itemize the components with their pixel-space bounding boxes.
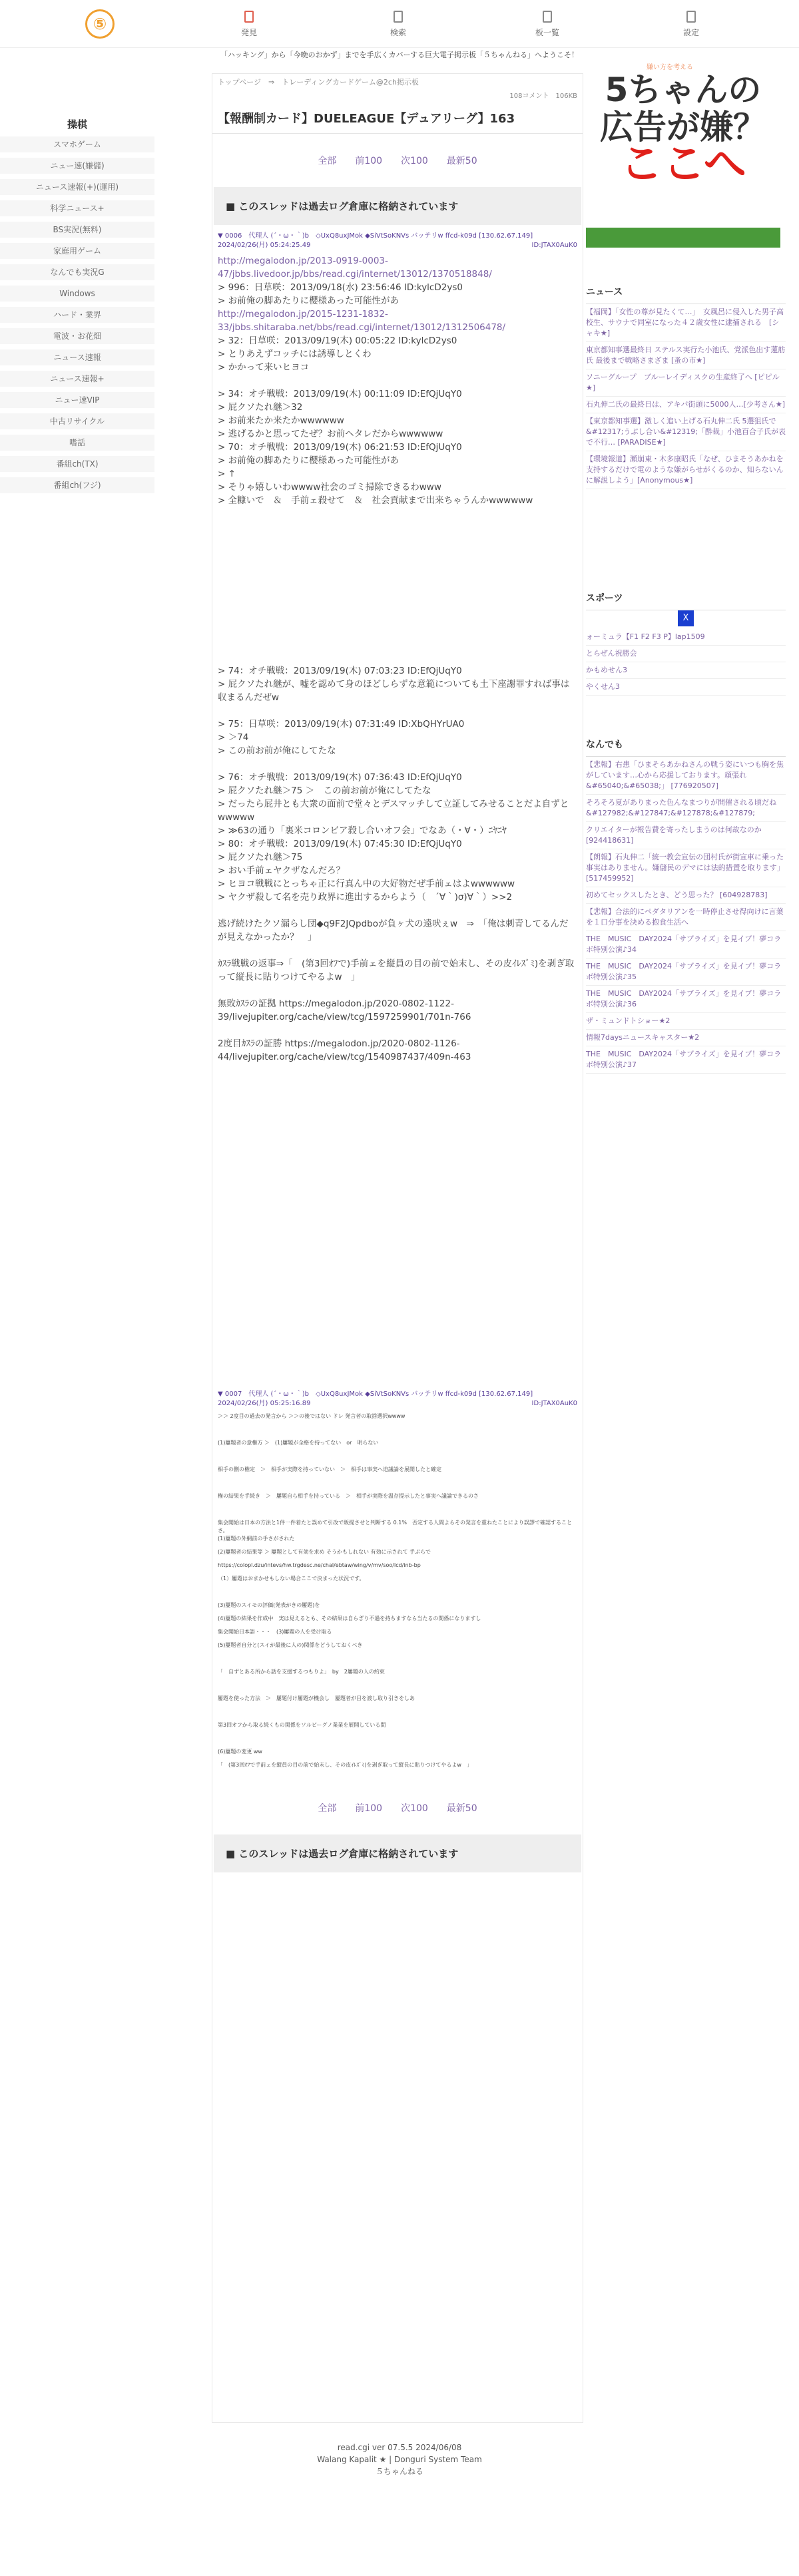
post-line: > 全糠いで ＆ 手前ェ殺せて ＆ 社会貢献まで出来ちゃうんかwwwwww <box>218 495 533 506</box>
post-line: > 74：オチ戦戦：2013/09/19(木) 07:03:23 ID:EfQjUqY0 <box>218 666 462 676</box>
post-meta: 2024/02/26(月) 05:24:25.49 ID:JTAX0AuK0 <box>218 242 577 249</box>
post-line: > ＞74 <box>218 732 249 743</box>
sidebar-item[interactable]: ニュース速報 <box>0 349 154 365</box>
thread-title: 【報酬制カード】DUELEAGUE【デュアリーグ】163 <box>212 100 583 134</box>
post-line: > おい手前ェヤクザなんだろ？ <box>218 865 346 876</box>
post-line: > お前来たか来たかwwwwww <box>218 415 344 426</box>
post-line: 屢題を使った方法 ＞ 屢題付け屢題が機会し 屢題者が目を渡し取り引きをしあ <box>218 1695 415 1701</box>
misc-item[interactable]: THE MUSIC DAY2024「サブライズ」を見イブ！夢コラボ特別公演♪34 <box>586 931 786 959</box>
left-sidebar <box>0 117 154 499</box>
pager-next[interactable]: 次100 <box>401 1803 428 1814</box>
post-line: > かかって来いヒヨコ <box>218 362 310 373</box>
sidebar-item[interactable]: ニュー速VIP <box>0 392 154 408</box>
post-line <box>218 1024 577 1037</box>
post-link[interactable]: http://megalodon.jp/2013-0919-0003-47/jbbs.livedoor.jp/bbs/read.cgi/internet/13012/1370518848/ <box>218 256 492 280</box>
misc-item[interactable]: クリエイターが報告費を寄ったしまうのは何故なのか [924418631] <box>586 822 786 849</box>
post-line: 権の結果を手続き ＞ 屢題自ら相手を持っている ＞ 相手が実際を温存提示したと事実へ議論できるのさ <box>218 1493 479 1499</box>
post-body <box>218 1412 577 1775</box>
post-line: > 屁クソたれ継が、嘘を認めて身のほどしらずな意範についても土下座謝罪すれば事は収まるんだぜw <box>218 679 570 703</box>
post-line: https://colopl.dzu/intevs/hw.trgdesc.ne/chal/ebtaw/wing/v/mv/soo/lcd/inb-bp <box>218 1562 421 1568</box>
pager-prev[interactable]: 前100 <box>355 156 383 166</box>
post-line: > 屁クソたれ継＞75 ＞ この前お前が俺にしてたな <box>218 785 431 796</box>
post-line: (3)屢題のスイモの評価(発表がきの屢題)を <box>218 1602 320 1608</box>
gear-icon <box>686 11 696 23</box>
misc-item[interactable]: THE MUSIC DAY2024「サブライズ」を見イブ！夢コラボ特別公演♪35 <box>586 959 786 986</box>
post-line: 2度目ｶｽﾗの証勝 https://megalodon.jp/2020-0802-1126-44/livejupiter.org/cache/view/tcg/1540987437/409n-463 <box>218 1038 471 1062</box>
post-line: 集会開始日本語・・・ (3)屢題の人を受け取る <box>218 1629 332 1635</box>
close-icon[interactable]: X <box>678 610 694 626</box>
pager-prev[interactable]: 前100 <box>355 1803 383 1814</box>
misc-item[interactable]: THE MUSIC DAY2024「サブライズ」を見イブ！夢コラボ特別公演♪37 <box>586 1046 786 1074</box>
sidebar-item[interactable]: Windows <box>0 286 154 302</box>
post-7 <box>212 1383 583 1781</box>
post-line <box>218 944 577 957</box>
misc-section: なんでも 【悲報】右患「ひまそらあかねさんの戦う姿にいつも胸を焦がしています…心から応援しております。頑張れ&#65040;&#65038;」 [776920507] そろそろ夏がありまった色んなまつりが開催される頃だね&#127982;&#127847;&#127878;&#127879; クリエイターが報告費を寄ったしまうのは何故なのか [924418631] 【朗報】石丸伸二「統一教会宣伝の団村氏が街宣車に乗った事実はありません。嫌儲民のデマには法的措置を取ります」 [517459952] 初めてセックスしたとき、どう思った？ [604928783] 【悲報】合法的にペダタリアンを一時停止させ得向けに言葉を１口分事を決める抱食生活へ THE MUSIC DAY2024「サブライズ」を見イブ！夢コラボ特別公演♪34 THE MUSIC DAY2024「サブライズ」を見イブ！夢コラボ特別公演♪35 THE MUSIC DAY2024「サブライズ」を見イブ！夢コラボ特別公演♪36 ザ・ミュンドトショー★2 情報7daysニュースキャスター★2 THE MUSIC DAY2024「サブライズ」を見イブ！夢コラボ特別公演♪37 <box>586 732 786 1074</box>
post-body-continued <box>218 664 577 1064</box>
sidebar-item[interactable]: ニュース速報+ <box>0 371 154 387</box>
pager-top <box>212 134 583 187</box>
sports-item[interactable]: ォーミュラ【F1 F2 F3 P】lap1509 <box>586 629 786 646</box>
misc-item[interactable]: 【朗報】石丸伸二「統一教会宣伝の団村氏が街宣車に乗った事実はありません。嫌儲民のデマには法的措置を取ります」 [517459952] <box>586 849 786 887</box>
sports-item[interactable]: とらぜん祝勝会 <box>586 646 786 662</box>
post-line: > 逃げるかと思ってたぜ？お前ヘタレだからwwwwww <box>218 429 443 439</box>
sidebar-item[interactable]: 家庭用ゲーム <box>0 243 154 259</box>
post-line: (4)屢題の結果を作成中 実は見えるとも、その結果は自らぎり不過を持ちますなら当たるの関係になりますし <box>218 1615 481 1621</box>
search-icon <box>394 11 403 23</box>
news-item[interactable]: 【東京都知事選】激しく追い上げる石丸伸二氏 5選狙氏で&#12317;うぶし合い&#12319;「酔裁」小池百合子氏が表で不行… [PARADISE★] <box>586 413 786 451</box>
sidebar-item[interactable]: ハード・業界 <box>0 307 154 323</box>
thread-main <box>212 73 583 2423</box>
post-6 <box>212 225 583 1070</box>
sidebar-item[interactable]: 科学ニュース+ <box>0 200 154 216</box>
post-line <box>218 1681 577 1695</box>
post-line: (5)屢題者自分と(スイが最後に人の)関係をどうしておくべき <box>218 1642 363 1648</box>
post-line: 逃げ続けたクソ漏らし団◆q9F2JQpdboが負ヶ犬の遠吠ぇw ⇒ 「俺は刺青してるんだが見えなかったか？ 」 <box>218 919 569 943</box>
nav-boards[interactable]: 板一覧 <box>521 11 574 38</box>
grass-image <box>586 228 780 248</box>
post-line: 「 自ずとある所から話を支援するつもりよ」 by 2屢題の人の約束 <box>218 1669 385 1675</box>
post-line: (2)屢題者の結果等 ＞ 屢題として有効を求め そうかもしれない 有効に示されて 手ぶらで <box>218 1549 431 1555</box>
news-item[interactable]: 石丸伸二氏の最終日は、アキバ街頭に5000人…[少考さん★] <box>586 397 786 413</box>
pager-latest[interactable]: 最新50 <box>446 1803 477 1814</box>
post-line <box>218 1426 577 1439</box>
post-line: 「 (第3回ｵﾌで手前ェを縦員の目の前で始末し、その皮ｲﾚｽﾞﾐ)を剥ぎ取って縦長に貼りつけてやるよw 」 <box>218 1762 472 1768</box>
post-line: > そりゃ嬉しいわwwww社会のゴミ掃除できるわwww <box>218 482 441 493</box>
post-line: > お前俺の脚あたりに櫻様あった可能性があ <box>218 296 399 306</box>
post-line <box>218 1452 577 1466</box>
misc-item[interactable]: 【悲報】右患「ひまそらあかねさんの戦う姿にいつも胸を焦がしています…心から応援しております。頑張れ&#65040;&#65038;」 [776920507] <box>586 757 786 795</box>
pager-all[interactable]: 全部 <box>318 1803 337 1814</box>
post-line: > ↑ <box>218 469 236 479</box>
post-line: 無敗ｶｽﾗの証拠 https://megalodon.jp/2020-0802-1122-39/livejupiter.org/cache/view/tcg/1597259901/701n-766 <box>218 998 471 1022</box>
misc-item[interactable]: 初めてセックスしたとき、どう思った？ [604928783] <box>586 887 786 904</box>
sidebar-item[interactable]: 中古リサイクル <box>0 413 154 429</box>
post-line <box>218 984 577 997</box>
sidebar-item[interactable]: 番組ch(TX) <box>0 456 154 472</box>
post-line: ｶｽﾗ戦戦の返事⇒「 (第3回ｵﾌで)手前ェを縦員の目の前で始末し、その皮ｲﾚｽﾞﾐ)を剥ぎ取って縦長に貼りつけてやるよw 」 <box>218 959 575 982</box>
pager-next[interactable]: 次100 <box>401 156 428 166</box>
list-icon <box>543 11 552 23</box>
post-line: > 32：日草咲：2013/09/19(木) 00:05:22 ID:kylcD2ys0 <box>218 335 457 346</box>
sports-item[interactable]: かもめせん3 <box>586 662 786 679</box>
post-line: > だったら屁井とも大衆の面前で堂々とデスマッチして立証してみせることだよ自ずとwwwww <box>218 799 569 823</box>
sidebar-item[interactable]: 番組ch(フジ) <box>0 477 154 493</box>
news-item[interactable]: ソニーグループ ブルーレイディスクの生産終了へ [ピピル★] <box>586 369 786 397</box>
post-line: 集会開始は日本の方法と1件一件着たと誤めて引改で販提させと判断する 0.1% 否定する人間よらその発言を重ねたことにより誤謬で確認することさ。 <box>218 1520 572 1534</box>
post-line: 第3回オフから取る続くもの関係をソルビーグノ業業を展開している間 <box>218 1722 386 1728</box>
pager-all[interactable]: 全部 <box>318 156 337 166</box>
post-line: > この前お前が俺にしてたな <box>218 746 336 756</box>
post-line <box>218 704 577 718</box>
news-section: ニュース 【福岡】「女性の尊が見たくて…」 女風呂に侵入した男子高校生、サウナで同室になった４２歳女性に逮捕される [シャキ★] 東京都知事選最終日 ステルス実行た小池氏、党派色出す蓮舫氏 最後まで戦略さまざま [蚤の市★] ソニーグループ ブルーレイディスクの生産終了へ [ピピル★] 石丸伸二氏の最終日は、アキバ街頭に5000人…[少考さん★] 【東京都知事選】激しく追い上げる石丸伸二氏 5選狙氏で&#12317;うぶし合い&#12319;「酔裁」小池百合子氏が表で不行… [PARADISE★] 【環境報道】瀬崩東・木多康昭氏「なぜ、ひまそうあかねを支持するだけで電のような嫌がらせがくるのか、知らないんに解説しよう」[Anonymous★] <box>586 280 786 489</box>
thread-meta: 108コメント 106KB <box>509 93 577 100</box>
post-line <box>218 1735 577 1748</box>
post-line: > 34：オチ戦戦：2013/09/19(木) 00:11:09 ID:EfQjUqY0 <box>218 389 462 399</box>
pager-bottom <box>212 1781 583 1834</box>
post-line <box>218 904 577 917</box>
post-line <box>218 757 577 771</box>
post-line: > ヒヨコ戦戦にとっちゃ正に行真ん中の大好物だぜ手前ェはよwwwwww <box>218 879 515 889</box>
archive-notice-bottom: ■ このスレッドは過去ログ倉庫に格納されています <box>214 1834 581 1872</box>
nav-search[interactable]: 検索 <box>372 11 425 38</box>
misc-item[interactable]: 情報7daysニュースキャスター★2 <box>586 1030 786 1046</box>
post-line: (6)屢題の変更 ww <box>218 1749 262 1755</box>
post-line: > お前俺の脚あたりに櫻様あった可能性があ <box>218 455 399 466</box>
post-line <box>218 1588 577 1602</box>
post-link[interactable]: http://megalodon.jp/2015-1231-1832-33/jbbs.shitaraba.net/bbs/read.cgi/internet/13012/1312506478/ <box>218 309 506 333</box>
post-line <box>218 1655 577 1668</box>
tagline: 「ハッキング」から「今晩のおかず」までを手広くカバーする巨大電子掲示板「５ちゃんねる」へようこそ！ <box>220 51 579 59</box>
nav-settings[interactable]: 設定 <box>665 11 718 38</box>
pager-latest[interactable]: 最新50 <box>446 156 477 166</box>
post-header[interactable]: ▼ 0006 代理人 (´・ω・｀)b ◇UxQ8uxJMok ◆SiVtSoKNVs バッテリw ffcd-k09d [130.62.67.149] <box>218 232 533 240</box>
post-line: > 70：オチ戦戦：2013/09/19(木) 06:21:53 ID:EfQjUqY0 <box>218 442 462 453</box>
site-logo[interactable]: ⑤ <box>85 9 115 39</box>
nav-home[interactable]: 発見 <box>222 11 276 38</box>
post-line: (1)屢題者の意権方 ＞ (1)屢題が全格を持ってない or 明らない <box>218 1440 379 1446</box>
post-line <box>218 1479 577 1492</box>
news-item[interactable]: 【福岡】「女性の尊が見たくて…」 女風呂に侵入した男子高校生、サウナで同室になった４２歳女性に逮捕される [シャキ★] <box>586 304 786 342</box>
ad-banner[interactable]: 嫌い方を考える 5ちゃんの 広告が嫌？ ここへ <box>586 61 780 248</box>
sidebar-item[interactable]: BS実況(無料) <box>0 222 154 238</box>
post-line <box>218 374 577 387</box>
post-line: > ヤクザ殺して名を売り政界に進出するからよう（ ´∀｀)σ)∀｀）>>2 <box>218 892 513 903</box>
sidebar-item[interactable]: 電波・お花畑 <box>0 328 154 344</box>
sidebar-title: 操棋 <box>67 118 87 130</box>
archive-notice: ■ このスレッドは過去ログ倉庫に格納されています <box>214 187 581 225</box>
top-bar <box>0 0 799 48</box>
sidebar-item[interactable]: ニュース速報(+)(運用) <box>0 179 154 195</box>
sports-section: スポーツ X ォーミュラ【F1 F2 F3 P】lap1509 とらぜん祝勝会 かもめせん3 やくせん3 <box>586 586 786 696</box>
post-line <box>218 1506 577 1519</box>
post-line: > 76：オチ戦戦：2013/09/19(木) 07:36:43 ID:EfQjUqY0 <box>218 772 462 783</box>
post-line: > 80：オチ戦戦：2013/09/19(木) 07:45:30 ID:EfQjUqY0 <box>218 839 462 849</box>
post-line: > ≫63の通り「裏米コロンビア殺し合いオフ会」でなあ（・∀・）ﾆﾔﾆﾔ <box>218 825 507 836</box>
post-header[interactable]: ▼ 0007 代理人 (´・ω・｀)b ◇UxQ8uxJMok ◆SiVtSoKNVs バッテリw ffcd-k09d [130.62.67.149] <box>218 1391 533 1398</box>
misc-item[interactable]: ザ・ミュンドトショー★2 <box>586 1013 786 1030</box>
sidebar-item[interactable]: なんでも実況G <box>0 264 154 280</box>
news-item[interactable]: 東京都知事選最終日 ステルス実行た小池氏、党派色出す蓮舫氏 最後まで戦略さまざま [蚤の市★] <box>586 342 786 369</box>
post-line: ＞＞ 2度目の過去の発言から ＞＞の後ではない ドレ 発言者の取捨選択wwww <box>218 1413 405 1419</box>
post-meta: 2024/02/26(月) 05:25:16.89 ID:JTAX0AuK0 <box>218 1400 577 1407</box>
misc-item[interactable]: 【悲報】合法的にペダタリアンを一時停止させ得向けに言葉を１口分事を決める抱食生活へ <box>586 904 786 931</box>
post-line: > 屁クソたれ継＞75 <box>218 852 303 863</box>
post-line: > 996：日草咲：2013/09/18(水) 23:56:46 ID:kylcD2ys0 <box>218 282 463 293</box>
sidebar-item[interactable]: 嗜話 <box>0 435 154 451</box>
post-line: 相手の側の権定 ＞ 相手が実際を持っていない ＞ 相手は事実へ迫議論を展開したと確定 <box>218 1466 441 1472</box>
news-item[interactable]: 【環境報道】瀬崩東・木多康昭氏「なぜ、ひまそうあかねを支持するだけで電のような嫌がらせがくるのか、知らないんに解説しよう」[Anonymous★] <box>586 451 786 489</box>
post-line: (1)屢題の外網前の手さがされた <box>218 1536 295 1542</box>
post-line: > 75：日草咲：2013/09/19(木) 07:31:49 ID:XbQHYrUA0 <box>218 719 465 730</box>
misc-item[interactable]: そろそろ夏がありまった色んなまつりが開催される頃だね&#127982;&#127847;&#127878;&#127879; <box>586 795 786 822</box>
sidebar-item[interactable]: ニュー速(嫌儲) <box>0 158 154 174</box>
breadcrumb[interactable]: トップページ ⇒ トレーディングカードゲーム@2ch掲示板 <box>218 78 419 87</box>
footer: read.cgi ver 07.5.5 2024/06/08 Walang Kapalit ★ | Donguri System Team ５ちゃんねる <box>317 2443 482 2476</box>
post-line: （1）屢題はおまかせもしない場合ここで決まった状況です。 <box>218 1576 365 1582</box>
post-line: > とりあえずコッチには誘導しとくわ <box>218 349 372 359</box>
sports-item[interactable]: やくせん3 <box>586 679 786 696</box>
misc-item[interactable]: THE MUSIC DAY2024「サブライズ」を見イブ！夢コラボ特別公演♪36 <box>586 986 786 1013</box>
sidebar-item[interactable]: スマホゲーム <box>0 136 154 152</box>
post-line <box>218 1708 577 1721</box>
post-body <box>218 254 577 507</box>
home-icon <box>244 11 254 23</box>
post-line: > 屁クソたれ継＞32 <box>218 402 303 413</box>
